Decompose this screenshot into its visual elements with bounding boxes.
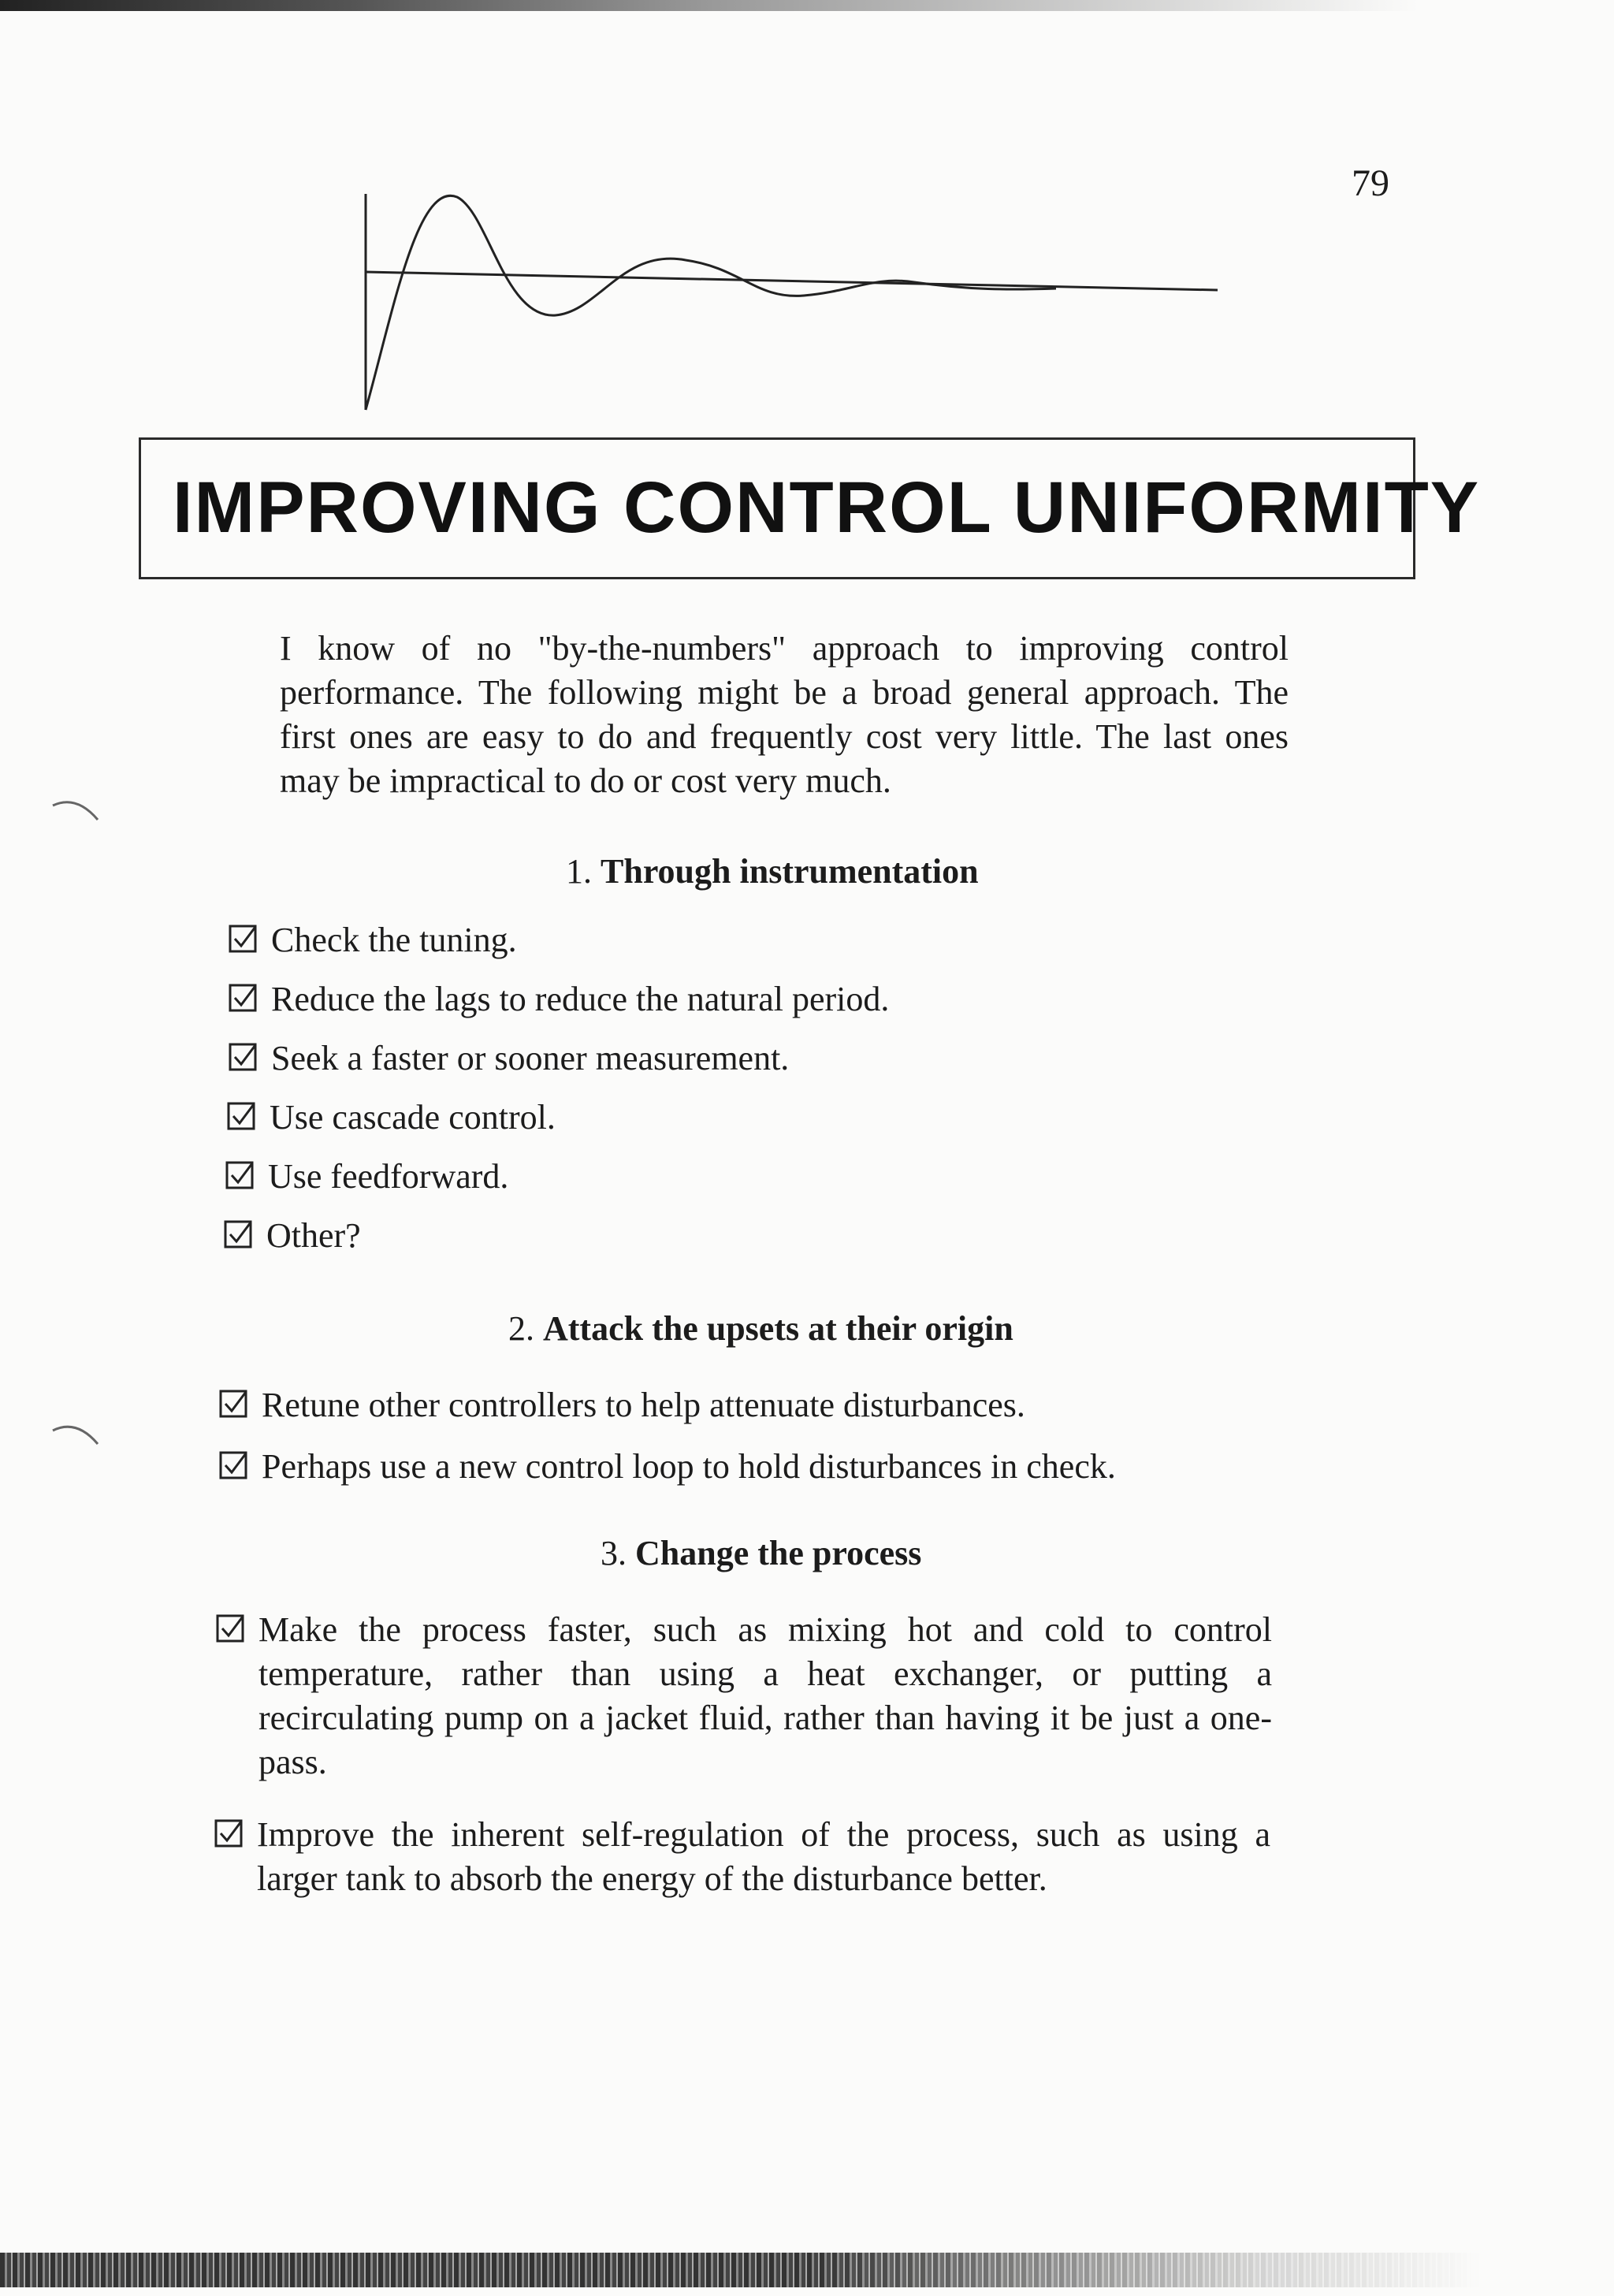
checked-box-icon xyxy=(229,925,257,953)
checked-box-icon xyxy=(229,984,257,1012)
scan-edge-bottom xyxy=(0,2253,1482,2287)
intro-paragraph: I know of no "by-the-numbers" approach to improving control performance. The following might be a broad general approach. The first ones are easy to do and frequently cost very little. The last ones may be impractical to do or cost very much. xyxy=(280,629,1289,800)
page-number: 79 xyxy=(1352,162,1389,204)
scan-edge-top xyxy=(0,0,1419,11)
checked-box-icon xyxy=(224,1220,252,1248)
binder-mark xyxy=(49,796,104,828)
checked-box-icon xyxy=(225,1161,254,1189)
list-item-text: Other? xyxy=(266,1216,361,1255)
section-heading-3 xyxy=(601,1533,921,1573)
list-item-text: Seek a faster or sooner measurement. xyxy=(271,1039,790,1077)
list-item-text: Retune other controllers to help attenuate disturbances. xyxy=(262,1386,1025,1424)
list-item-text: Use cascade control. xyxy=(270,1098,556,1137)
list-item-text: Use feedforward. xyxy=(268,1157,509,1196)
checked-box-icon xyxy=(214,1819,243,1848)
section-title: Attack the upsets at their origin xyxy=(543,1309,1013,1348)
list-item xyxy=(214,1813,1270,1901)
list-item-text: Reduce the lags to reduce the natural period. xyxy=(271,980,890,1018)
checked-box-icon xyxy=(229,1043,257,1071)
section-heading-1 xyxy=(566,851,979,891)
section-title: Through instrumentation xyxy=(601,852,979,891)
title-box xyxy=(139,437,1481,579)
list-item xyxy=(216,1608,1272,1784)
section-heading-2 xyxy=(508,1308,1013,1349)
checked-box-icon xyxy=(227,1102,255,1130)
list-item-text: Check the tuning. xyxy=(271,921,517,959)
list-item xyxy=(224,1214,361,1258)
binder-mark xyxy=(49,1419,104,1450)
section-number: 2. xyxy=(508,1309,534,1348)
list-item xyxy=(219,1383,1025,1427)
page-title: IMPROVING CONTROL UNIFORMITY xyxy=(173,467,1481,548)
list-item-text: Make the process faster, such as mixing hot and cold to control temperature, rather than using a heat exchanger, or putting a recirculating pump on a jacket fluid, rather than having it be just a one-pass. xyxy=(258,1610,1272,1781)
list-item xyxy=(229,918,517,962)
list-item xyxy=(225,1155,508,1199)
list-item xyxy=(227,1096,556,1140)
damped-oscillation-icon xyxy=(347,181,1237,418)
section-number: 1. xyxy=(566,852,592,891)
list-item xyxy=(229,977,889,1021)
checked-box-icon xyxy=(219,1451,247,1479)
section-number: 3. xyxy=(601,1534,627,1572)
section-title: Change the process xyxy=(635,1534,922,1572)
list-item xyxy=(219,1445,1116,1489)
list-item-text: Perhaps use a new control loop to hold disturbances in check. xyxy=(262,1447,1116,1486)
list-item-text: Improve the inherent self-regulation of the process, such as using a larger tank to absorb the energy of the disturbance better. xyxy=(257,1815,1270,1898)
checked-box-icon xyxy=(216,1614,244,1643)
list-item xyxy=(229,1036,789,1081)
checked-box-icon xyxy=(219,1390,247,1418)
